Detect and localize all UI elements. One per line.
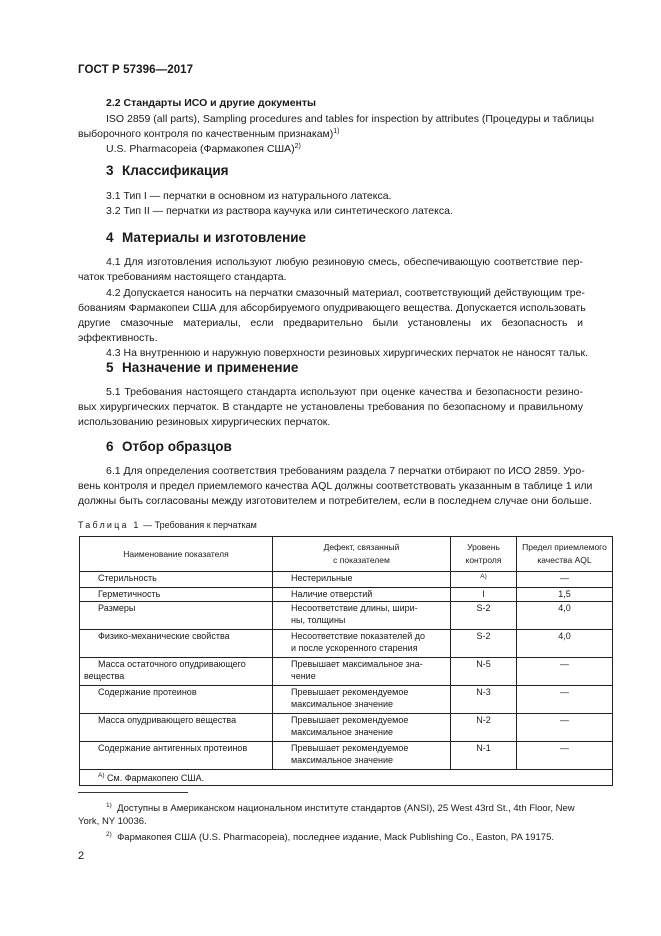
table-row: Герметичность Наличие отверстий I 1,5	[80, 588, 613, 602]
section-3-heading: 3 Классификация	[106, 163, 229, 178]
table-row: Содержание протеинов Превышает рекомендуемое максимальное значение N-3 —	[80, 686, 613, 714]
table-header-row	[80, 537, 613, 572]
section-4-p2-line2: бованиям Фармакопеи США для абсорбируемого опудривающего вещества. Допускается использовать	[78, 302, 586, 314]
section-3-item-2: 3.2 Тип II — перчатки из раствора каучука или синтетического латекса.	[106, 205, 453, 217]
header-aql: Предел приемлемого качества AQL	[517, 537, 613, 572]
header-defect: Дефект, связанный с показателем	[273, 537, 451, 572]
section-4-p3: 4.3 На внутреннюю и наружную поверхности резиновых хирургических перчаток не наносят тальк.	[106, 347, 589, 359]
table-row: Стерильность Нестерильные A) —	[80, 572, 613, 588]
page-number: 2	[78, 850, 85, 862]
subsection-2-2-line2: выборочного контроля по качественным признакам)$^{1)}$	[78, 128, 340, 140]
subsection-2-2-line1: ISO 2859 (all parts), Sampling procedures and tables for inspection by attributes (Процедуры и таблицы	[106, 113, 595, 125]
footnote-separator	[78, 792, 188, 793]
section-5-p1-line2: вых хирургических перчаток. В стандарте не установлены требования по безопасному и правильному	[78, 401, 583, 413]
section-4-p1-line2: чаток требованиям настоящего стандарта.	[78, 271, 287, 283]
section-4-p1-line1: 4.1 Для изготовления используют любую резиновую смесь, обеспечивающую соответствие пер-	[106, 256, 583, 268]
subsection-2-2-title: 2.2 Стандарты ИСО и другие документы	[106, 97, 317, 109]
section-6-p1-line2: вень контроля и предел приемлемого качества AQL должны соответствовать указанным в таблице 1 или	[78, 480, 593, 492]
footnote-2: $^{2)}$ Фармакопея США (U.S. Pharmacopeia), последнее издание, Mack Publishing Co., Easton, PA 19175.	[106, 831, 555, 843]
section-3-item-1: 3.1 Тип I — перчатки в основном из натурального латекса.	[106, 190, 392, 202]
header-level: Уровень контроля	[451, 537, 517, 572]
table-note: $^{A)}$ См. Фармакопею США.	[80, 770, 613, 786]
footnote-ref-1: 1)	[333, 128, 340, 135]
subsection-2-2-line3: U.S. Pharmacopeia (Фармакопея США)$^{2)}$	[106, 143, 301, 155]
footnote-1-line2: York, NY 10036.	[78, 816, 147, 827]
header-indicator: Наименование показателя	[80, 537, 273, 572]
section-4-p2-line4: эффективность.	[78, 332, 158, 344]
requirements-table	[79, 536, 613, 786]
section-4-heading: 4 Материалы и изготовление	[106, 230, 307, 245]
section-4-p2-line1: 4.2 Допускается наносить на перчатки смазочный материал, соответствующий действующим тре-	[106, 287, 585, 299]
section-6-p1-line3: должны быть согласованы между изготовителем и потребителем, если в последнем случае они больше.	[78, 495, 592, 507]
section-5-p1-line1: 5.1 Требования настоящего стандарта используют при оценке качества и безопасности резино-	[106, 386, 583, 398]
table-row: Масса опудривающего вещества Превышает рекомендуемое максимальное значение N-2 —	[80, 714, 613, 742]
footnote-ref-2: 2)	[294, 143, 301, 150]
section-4-p2-line3: другие смазочные материалы, если предварительно были установлены их безопасность и	[78, 317, 583, 329]
section-5-p1-line3: использованию резиновых хирургических перчаток.	[78, 416, 331, 428]
footnote-1-line1: $^{1)}$ Доступны в Американском национальном институте стандартов (ANSI), 25 West 43rd St., 4th Floor, New	[106, 802, 575, 814]
section-5-heading: 5 Назначение и применение	[106, 360, 299, 375]
table-row: Содержание антигенных протеинов Превышает рекомендуемое максимальное значение N-1 —	[80, 742, 613, 770]
table-note-row	[80, 770, 613, 786]
table-row: Масса остаточного опудривающего вещества Превышает максимальное зна- чение N-5 —	[80, 658, 613, 686]
document-code: ГОСТ Р 57396—2017	[78, 64, 194, 76]
table-row: Размеры Несоответствие длины, шири- ны, толщины S-2 4,0	[80, 602, 613, 630]
table-row: Физико-механические свойства Несоответствие показателей до и после ускоренного старения S-2 4,0	[80, 630, 613, 658]
section-6-p1-line1: 6.1 Для определения соответствия требованиям раздела 7 перчатки отбирают по ИСО 2859. Уро-	[106, 465, 585, 477]
section-6-heading: 6 Отбор образцов	[106, 439, 232, 454]
table-caption: Таблица 1 — Требования к перчаткам	[78, 520, 257, 530]
